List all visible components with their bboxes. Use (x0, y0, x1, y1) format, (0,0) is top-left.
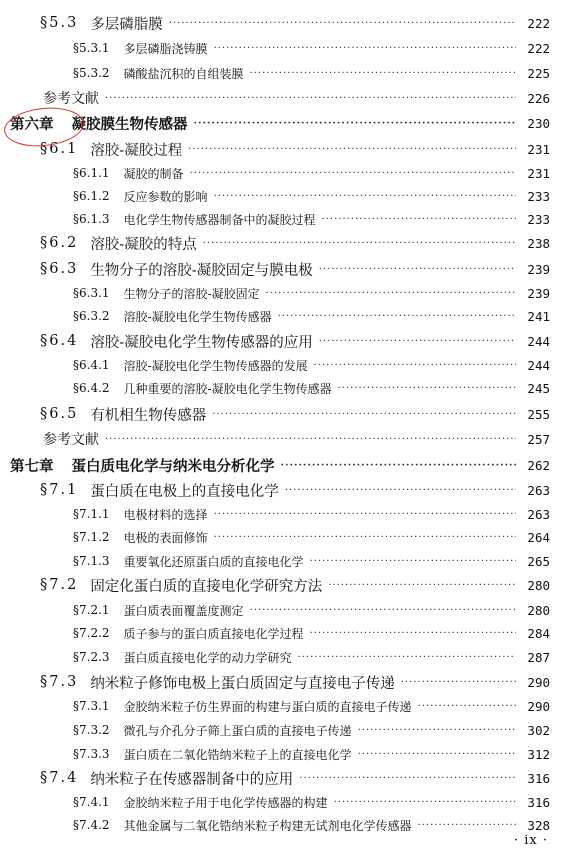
toc-entry-sub (0, 743, 571, 765)
toc-entry-number: §5.3 (40, 15, 79, 31)
toc-entry-page: 328 (527, 817, 550, 833)
toc-leader-dots (105, 434, 516, 445)
toc-entry-title: 质子参与的蛋白质直接电化学过程 (123, 626, 304, 641)
toc-entry-number: §6.2 (40, 235, 79, 251)
toc-entry-number: §7.1.2 (73, 530, 110, 544)
toc-entry-title: 电化学生物传感器制备中的凝胶过程 (123, 212, 316, 227)
toc-leader-dots (418, 820, 516, 831)
toc-entry-sub (0, 503, 571, 525)
toc-leader-dots (250, 605, 516, 616)
toc-entry-section (0, 232, 571, 254)
toc-leader-dots (190, 168, 516, 179)
toc-entry-title: 蛋白质电化学与纳米电分析化学 (71, 457, 275, 475)
toc-entry-number: §7.3.2 (73, 723, 110, 737)
toc-entry-number: 第七章 (10, 457, 54, 475)
toc-entry-sub (0, 377, 571, 399)
toc-entry-title: 溶胶-凝胶过程 (90, 142, 183, 159)
toc-entry-page: 316 (527, 794, 550, 810)
toc-entry-page: 280 (527, 577, 550, 593)
toc-entry-title: 金胶纳米粒子仿生界面的构建与蛋白质的直接电子传递 (123, 699, 412, 714)
toc-entry-number: §7.3 (40, 674, 79, 690)
toc-entry-number: §7.4 (40, 770, 79, 786)
toc-entry-number: §7.3.3 (73, 747, 110, 761)
toc-entry-title: 蛋白质在电极上的直接电化学 (90, 483, 279, 500)
toc-leader-dots (214, 532, 516, 543)
toc-entry-page: 244 (527, 333, 550, 349)
toc-leader-dots (328, 580, 516, 591)
toc-entry-title: 溶胶-凝胶电化学生物传感器的应用 (90, 334, 313, 351)
toc-leader-dots (298, 652, 516, 663)
toc-leader-dots (358, 725, 516, 736)
toc-entry-page: 231 (527, 165, 550, 181)
toc-entry-page: 245 (527, 380, 550, 396)
toc-leader-dots (334, 797, 516, 808)
toc-entry-number: §7.2.1 (73, 603, 110, 617)
toc-entry-title: 几种重要的溶胶-凝胶电化学生物传感器 (123, 381, 332, 396)
toc-leader-dots (319, 264, 516, 275)
toc-entry-title: 反应参数的影响 (123, 189, 208, 204)
toc-entry-page: 312 (527, 746, 550, 762)
toc-entry-section (0, 258, 571, 280)
toc-entry-title: 蛋白质在二氧化锆纳米粒子上的直接电化学 (123, 747, 352, 762)
toc-entry-title: 生物分子的溶胶-凝胶固定与膜电极 (90, 262, 313, 279)
toc-entry-sub (0, 550, 571, 572)
toc-entry-sub (0, 791, 571, 813)
toc-entry-title: 溶胶-凝胶的特点 (90, 236, 197, 253)
toc-entry-sub (0, 646, 571, 668)
toc-entry-chapter (0, 454, 571, 476)
toc-entry-page: 316 (527, 770, 550, 786)
toc-entry-section (0, 767, 571, 789)
toc-entry-ref (0, 87, 571, 109)
toc-leader-dots (401, 677, 516, 688)
toc-entry-title: 磷酸盐沉积的自组装膜 (123, 66, 244, 81)
toc-entry-page: 255 (527, 406, 550, 422)
toc-leader-dots (194, 118, 517, 129)
toc-entry-number: §6.4.1 (73, 358, 110, 372)
toc-leader-dots (310, 628, 516, 639)
toc-entry-title: 生物分子的溶胶-凝胶固定 (123, 286, 260, 301)
toc-entry-number: §7.2.2 (73, 626, 110, 640)
toc-entry-page: 241 (527, 308, 550, 324)
toc-leader-dots (214, 191, 516, 202)
toc-entry-title: 多层磷脂膜 (90, 16, 163, 33)
toc-entry-page: 280 (527, 602, 550, 618)
toc-entry-section (0, 671, 571, 693)
toc-leader-dots (105, 93, 516, 104)
toc-entry-number: §6.3.2 (73, 309, 110, 323)
toc-entry-sub (0, 354, 571, 376)
toc-entry-page: 244 (527, 357, 550, 373)
toc-entry-title: 蛋白质直接电化学的动力学研究 (123, 650, 292, 665)
toc-entry-section (0, 574, 571, 596)
toc-entry-title: 金胶纳米粒子用于电化学传感器的构建 (123, 795, 328, 810)
toc-leader-dots (299, 773, 516, 784)
toc-entry-section (0, 138, 571, 160)
toc-entry-sub (0, 814, 571, 836)
toc-entry-title: 蛋白质表面覆盖度测定 (123, 603, 244, 618)
toc-entry-sub (0, 37, 571, 59)
page-folio: · ix · (513, 833, 548, 848)
toc-entry-sub (0, 282, 571, 304)
toc-entry-title: 纳米粒子修饰电极上蛋白质固定与直接电子传递 (90, 675, 395, 692)
toc-entry-number: §7.1.3 (73, 554, 110, 568)
toc-entry-page: 263 (527, 506, 550, 522)
toc-leader-dots (266, 288, 516, 299)
toc-entry-number: §7.4.2 (73, 818, 110, 832)
toc-leader-dots (169, 18, 516, 29)
toc-entry-title: 凝胶膜生物传感器 (71, 115, 188, 133)
toc-entry-page: 284 (527, 625, 550, 641)
toc-entry-number: §6.1.1 (73, 166, 110, 180)
toc-entry-sub (0, 695, 571, 717)
toc-entry-page: 222 (527, 15, 550, 31)
toc-entry-page: 290 (527, 674, 550, 690)
toc-entry-number: §6.5 (40, 406, 79, 422)
toc-entry-ref (0, 428, 571, 450)
toc-leader-dots (203, 238, 516, 249)
toc-leader-dots (319, 336, 516, 347)
toc-entry-page: 302 (527, 722, 550, 738)
toc-leader-dots (188, 144, 516, 155)
toc-entry-title: 固定化蛋白质的直接电化学研究方法 (90, 578, 323, 595)
toc-entry-page: 262 (527, 457, 550, 473)
toc-entry-sub (0, 185, 571, 207)
toc-leader-dots (358, 749, 516, 760)
toc-entry-page: 239 (527, 285, 550, 301)
toc-entry-title: 参考文献 (43, 91, 99, 107)
toc-entry-number: §7.1.1 (73, 507, 110, 521)
toc-entry-page: 222 (527, 40, 550, 56)
toc-entry-title: 溶胶-凝胶电化学生物传感器 (123, 309, 272, 324)
toc-entry-sub (0, 599, 571, 621)
toc-entry-number: §6.4 (40, 333, 79, 349)
toc-entry-number: §6.3.1 (73, 286, 110, 300)
toc-entry-sub (0, 208, 571, 230)
toc-entry-number: §6.1.3 (73, 212, 110, 226)
toc-entry-sub (0, 62, 571, 84)
toc-entry-page: 230 (527, 115, 550, 131)
toc-entry-number: §6.1 (40, 141, 79, 157)
toc-entry-page: 239 (527, 261, 550, 277)
toc-entry-page: 233 (527, 188, 550, 204)
toc-leader-dots (250, 68, 516, 79)
toc-entry-number: §7.2.3 (73, 650, 110, 664)
toc-entry-number: 第六章 (10, 115, 54, 133)
toc-entry-title: 多层磷脂浇铸膜 (123, 41, 208, 56)
toc-entry-title: 重要氧化还原蛋白质的直接电化学 (123, 554, 304, 569)
toc-leader-dots (314, 360, 516, 371)
toc-leader-dots (418, 701, 516, 712)
toc-leader-dots (338, 383, 516, 394)
toc-leader-dots (214, 43, 516, 54)
toc-entry-sub (0, 622, 571, 644)
toc-entry-number: §6.3 (40, 261, 79, 277)
toc-entry-page: 226 (527, 90, 550, 106)
toc-leader-dots (214, 509, 516, 520)
toc-entry-title: 其他金属与二氧化锆纳米粒子构建无试剂电化学传感器 (123, 818, 412, 833)
toc-entry-sub (0, 305, 571, 327)
toc-entry-page: 231 (527, 141, 550, 157)
toc-entry-page: 233 (527, 211, 550, 227)
toc-entry-title: 电极的表面修饰 (123, 530, 208, 545)
toc-leader-dots (212, 409, 516, 420)
toc-entry-number: §7.4.1 (73, 795, 110, 809)
toc-entry-title: 纳米粒子在传感器制备中的应用 (90, 771, 294, 788)
toc-entry-title: 有机相生物传感器 (90, 407, 207, 424)
toc-entry-section (0, 403, 571, 425)
toc-entry-page: 225 (527, 65, 550, 81)
toc-leader-dots (285, 485, 516, 496)
toc-entry-title: 微孔与介孔分子筛上蛋白质的直接电子传递 (123, 723, 352, 738)
toc-entry-section (0, 12, 571, 34)
toc-entry-sub (0, 526, 571, 548)
toc-entry-sub (0, 162, 571, 184)
toc-entry-title: 溶胶-凝胶电化学生物传感器的发展 (123, 358, 308, 373)
toc-entry-page: 257 (527, 431, 550, 447)
toc-entry-number: §7.2 (40, 577, 79, 593)
toc-entry-number: §6.1.2 (73, 189, 110, 203)
toc-entry-title: 电极材料的选择 (123, 507, 208, 522)
toc-entry-number: §7.1 (40, 482, 79, 498)
toc-leader-dots (310, 556, 516, 567)
toc-entry-section (0, 330, 571, 352)
toc-entry-title: 参考文献 (43, 432, 99, 448)
toc-entry-page: 287 (527, 649, 550, 665)
toc-entry-section (0, 479, 571, 501)
toc-entry-page: 264 (527, 529, 550, 545)
toc-entry-number: §7.3.1 (73, 699, 110, 713)
toc-entry-number: §5.3.1 (73, 41, 110, 55)
toc-entry-chapter (0, 112, 571, 134)
toc-entry-page: 263 (527, 482, 550, 498)
toc-entry-number: §5.3.2 (73, 66, 110, 80)
toc-entry-sub (0, 719, 571, 741)
toc-leader-dots (322, 214, 516, 225)
toc-entry-page: 238 (527, 235, 550, 251)
toc-leader-dots (281, 460, 517, 471)
toc-leader-dots (278, 311, 516, 322)
toc-entry-page: 265 (527, 553, 550, 569)
toc-entry-page: 290 (527, 698, 550, 714)
toc-entry-title: 凝胶的制备 (123, 166, 184, 181)
toc-entry-number: §6.4.2 (73, 381, 110, 395)
